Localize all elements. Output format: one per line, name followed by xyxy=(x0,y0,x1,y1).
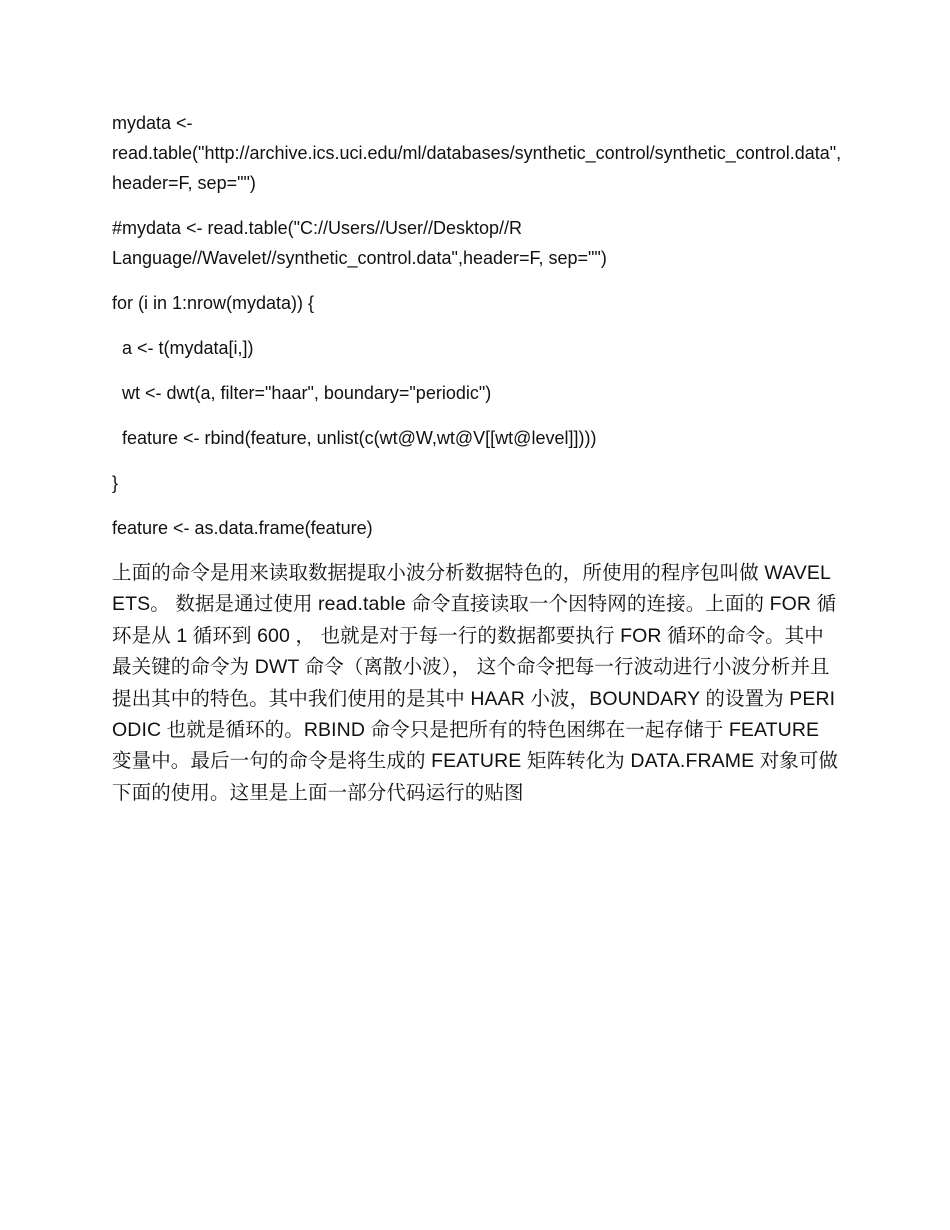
code-line-transpose: a <- t(mydata[i,]) xyxy=(122,338,254,358)
document-content xyxy=(112,108,842,809)
code-line-commented-read-table: #mydata <- read.table("C://Users//User//Desktop//R Language//Wavelet//synthetic_control.data",header=F, sep="") xyxy=(112,218,607,268)
code-line-rbind: feature <- rbind(feature, unlist(c(wt@W,wt@V[[wt@level]]))) xyxy=(122,428,597,448)
code-line-read-table: mydata <- read.table("http://archive.ics.uci.edu/ml/databases/synthetic_control/synthetic_control.data",header=F, sep="") xyxy=(112,113,842,193)
code-line-close-brace: } xyxy=(112,473,119,493)
code-line-dwt: wt <- dwt(a, filter="haar", boundary="periodic") xyxy=(122,383,492,403)
code-line-as-data-frame: feature <- as.data.frame(feature) xyxy=(112,518,373,538)
explanation-paragraph: 上面的命令是用来读取数据提取小波分析数据特色的，所使用的程序包叫做 WAVELETS。 数据是通过使用 read.table 命令直接读取一个因特网的连接。上面的 FOR 循环是从 1 循环到 600 ， 也就是对于每一行的数据都要执行 FOR 循环的命令。其中 最关键的命令为 DWT 命令（离散小波）， 这个命令把每一行波动进行小波分析并且提出其中的特色。其中我们使用的是其中 HAAR 小波，BOUNDARY 的设置为 PERIODIC 也就是循环的。RBIND 命令只是把所有的特色困绑在一起存储于 FEATURE 变量中。最后一句的命令是将生成的 FEATURE 矩阵转化为 DATA.FRAME 对象可做下面的使用。这里是上面一部分代码运行的贴图 xyxy=(112,562,839,804)
code-block xyxy=(112,108,842,543)
code-line-for-loop: for (i in 1:nrow(mydata)) { xyxy=(112,293,315,313)
